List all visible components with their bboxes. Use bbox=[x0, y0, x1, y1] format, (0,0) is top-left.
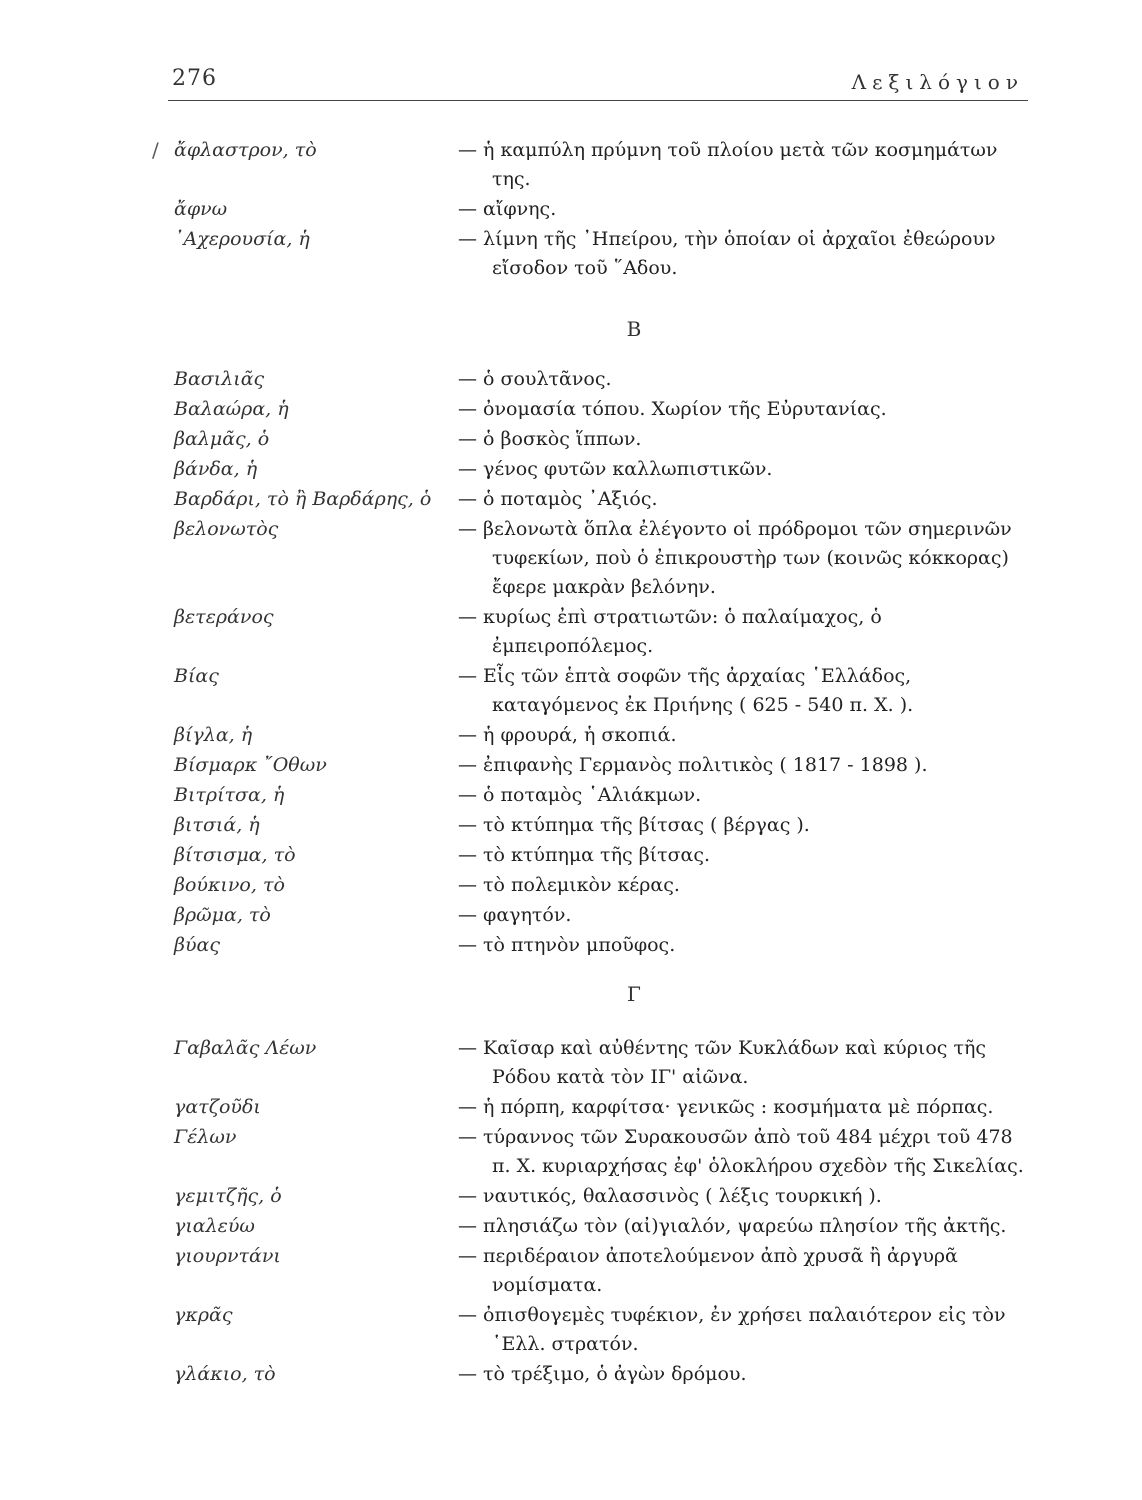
glossary-entry bbox=[174, 603, 1034, 661]
entry-term: Βασιλιᾶς bbox=[174, 368, 265, 390]
entry-definition: — τὸ κτύπημα τῆς βίτσας ( βέργας ). bbox=[458, 814, 810, 836]
entry-term: γκρᾶς bbox=[174, 1304, 233, 1326]
section-letter: Β bbox=[626, 317, 642, 341]
entry-definition: — κυρίως ἐπὶ στρατιωτῶν: ὁ παλαίμαχος, ὁ ἐμπειροπόλεμος. bbox=[458, 606, 882, 657]
entry-term: ἄφνω bbox=[174, 198, 228, 220]
glossary-entry bbox=[174, 662, 1034, 720]
glossary-entry bbox=[174, 931, 1034, 960]
entry-term: βούκινο, τὸ bbox=[174, 874, 285, 896]
glossary-entry bbox=[174, 1123, 1034, 1181]
entry-definition: — ὁ ποταμὸς ᾿Αξιός. bbox=[458, 488, 658, 510]
running-title: Λεξιλόγιον bbox=[851, 70, 1024, 94]
entry-definition: — αἴφνης. bbox=[458, 198, 557, 220]
entry-definition: — ὀνομασία τόπου. Χωρίον τῆς Εὐρυτανίας. bbox=[458, 398, 887, 420]
entry-term: ἄφλαστρον, τὸ bbox=[174, 139, 317, 161]
entry-definition: — ὁ βοσκὸς ἵππων. bbox=[458, 428, 642, 450]
glossary-entry bbox=[174, 1182, 1034, 1211]
glossary-entry bbox=[174, 1212, 1034, 1241]
entry-term: γιαλεύω bbox=[174, 1215, 255, 1237]
entry-term: βελονωτὸς bbox=[174, 518, 279, 540]
entry-term: γιουρντάνι bbox=[174, 1245, 281, 1267]
entry-definition: — λίμνη τῆς ᾿Ηπείρου, τὴν ὁποίαν οἱ ἀρχαῖοι ἐθεώρουν εἴσοδον τοῦ ῞Αδου. bbox=[458, 228, 996, 279]
entry-term: βίτσισμα, τὸ bbox=[174, 844, 296, 866]
entry-term: βάνδα, ἡ bbox=[174, 458, 258, 480]
glossary-entry bbox=[174, 425, 1034, 454]
entry-definition: — Εἷς τῶν ἑπτὰ σοφῶν τῆς ἀρχαίας ῾Ελλάδος, καταγόμενος ἐκ Πριήνης ( 625 - 540 π. Χ. ). bbox=[458, 665, 914, 716]
glossary-entry bbox=[174, 1093, 1034, 1122]
glossary-entry bbox=[174, 515, 1034, 602]
glossary-entry bbox=[174, 225, 1034, 283]
glossary-entry bbox=[174, 901, 1034, 930]
glossary-entry bbox=[174, 1301, 1034, 1359]
page-number: 276 bbox=[172, 66, 217, 91]
entry-term: βιτσιά, ἡ bbox=[174, 814, 260, 836]
entry-term: βρῶμα, τὸ bbox=[174, 904, 271, 926]
margin-mark: / bbox=[152, 138, 159, 162]
entry-definition: — ἐπιφανὴς Γερμανὸς πολιτικὸς ( 1817 - 1898 ). bbox=[458, 754, 928, 776]
entry-definition: — τὸ κτύπημα τῆς βίτσας. bbox=[458, 844, 711, 866]
glossary-entry bbox=[174, 485, 1034, 514]
entry-definition: — ὀπισθογεμὲς τυφέκιον, ἐν χρήσει παλαιότερον εἰς τὸν ῾Ελλ. στρατόν. bbox=[458, 1304, 1006, 1355]
entry-term: ᾿Αχερουσία, ἡ bbox=[174, 228, 310, 250]
entry-term: γεμιτζῆς, ὁ bbox=[174, 1185, 282, 1207]
glossary-entry bbox=[174, 395, 1034, 424]
glossary-entry bbox=[174, 871, 1034, 900]
entry-definition: — ὁ σουλτᾶνος. bbox=[458, 368, 612, 390]
glossary-entry bbox=[174, 1242, 1034, 1300]
entry-definition: — περιδέραιον ἀποτελούμενον ἀπὸ χρυσᾶ ἢ ἀργυρᾶ νομίσματα. bbox=[458, 1245, 958, 1296]
glossary-entry bbox=[174, 751, 1034, 780]
entry-term: Βίας bbox=[174, 665, 219, 687]
entry-term: Γέλων bbox=[174, 1126, 237, 1148]
glossary-content bbox=[174, 136, 1034, 1411]
entry-definition: — ἡ πόρπη, καρφίτσα· γενικῶς : κοσμήματα μὲ πόρπας. bbox=[458, 1096, 994, 1118]
entry-definition: — ἡ φρουρά, ἡ σκοπιά. bbox=[458, 724, 677, 746]
entry-definition: — ναυτικός, θαλασσινὸς ( λέξις τουρκική ). bbox=[458, 1185, 882, 1207]
entry-term: Βιτρίτσα, ἡ bbox=[174, 784, 285, 806]
entry-definition: — ὁ ποταμὸς ῾Αλιάκμων. bbox=[458, 784, 702, 806]
glossary-entry bbox=[174, 455, 1034, 484]
entry-term: βετεράνος bbox=[174, 606, 274, 628]
section-letter: Γ bbox=[627, 982, 641, 1006]
entry-definition: — τὸ πτηνὸν μποῦφος. bbox=[458, 934, 676, 956]
glossary-entry bbox=[174, 365, 1034, 394]
entry-term: Βαλαώρα, ἡ bbox=[174, 398, 289, 420]
glossary-entry bbox=[174, 721, 1034, 750]
entry-term: γατζοῦδι bbox=[174, 1096, 261, 1118]
entry-term: Γαβαλᾶς Λέων bbox=[174, 1037, 317, 1059]
page-header bbox=[168, 64, 1028, 100]
entry-definition: — βελονωτὰ ὅπλα ἐλέγοντο οἱ πρόδρομοι τῶν σημερινῶν τυφεκίων, ποὺ ὁ ἐπικρουστὴρ των (κοινῶς κόκκορας) ἔφερε μακρὰν βελόνην. bbox=[458, 518, 1012, 598]
entry-term: βαλμᾶς, ὁ bbox=[174, 428, 270, 450]
entry-term: Βίσμαρκ ῎Οθων bbox=[174, 754, 327, 776]
entry-term: βίγλα, ἡ bbox=[174, 724, 253, 746]
entry-definition: — τύραννος τῶν Συρακουσῶν ἀπὸ τοῦ 484 μέχρι τοῦ 478 π. Χ. κυριαρχήσας ἐφ' ὁλοκλήρου σχεδὸν τῆς Σικελίας. bbox=[458, 1126, 1024, 1177]
header-rule bbox=[168, 100, 1028, 101]
glossary-entry bbox=[174, 811, 1034, 840]
glossary-section bbox=[174, 982, 1034, 1389]
entry-term: Βαρδάρι, τὸ ἢ Βαρδάρης, ὁ bbox=[174, 488, 432, 510]
entry-definition: — Καῖσαρ καὶ αὐθέντης τῶν Κυκλάδων καὶ κύριος τῆς Ρόδου κατὰ τὸν ΙΓ' αἰῶνα. bbox=[458, 1037, 987, 1088]
entry-definition: — ἡ καμπύλη πρύμνη τοῦ πλοίου μετὰ τῶν κοσμημάτων της. bbox=[458, 139, 998, 190]
entry-definition: — φαγητόν. bbox=[458, 904, 572, 926]
entry-definition: — τὸ πολεμικὸν κέρας. bbox=[458, 874, 680, 896]
glossary-section bbox=[174, 317, 1034, 960]
entry-definition: — γένος φυτῶν καλλωπιστικῶν. bbox=[458, 458, 773, 480]
glossary-section bbox=[174, 136, 1034, 283]
entry-definition: — πλησιάζω τὸν (αἰ)γιαλόν, ψαρεύω πλησίον τῆς ἀκτῆς. bbox=[458, 1215, 1007, 1237]
glossary-entry bbox=[174, 195, 1034, 224]
glossary-entry bbox=[174, 781, 1034, 810]
glossary-entry bbox=[174, 1034, 1034, 1092]
glossary-entry bbox=[174, 1360, 1034, 1389]
entry-definition: — τὸ τρέξιμο, ὁ ἀγὼν δρόμου. bbox=[458, 1363, 747, 1385]
entry-term: γλάκιο, τὸ bbox=[174, 1363, 276, 1385]
entry-term: βύας bbox=[174, 934, 221, 956]
glossary-entry bbox=[174, 841, 1034, 870]
glossary-entry bbox=[174, 136, 1034, 194]
